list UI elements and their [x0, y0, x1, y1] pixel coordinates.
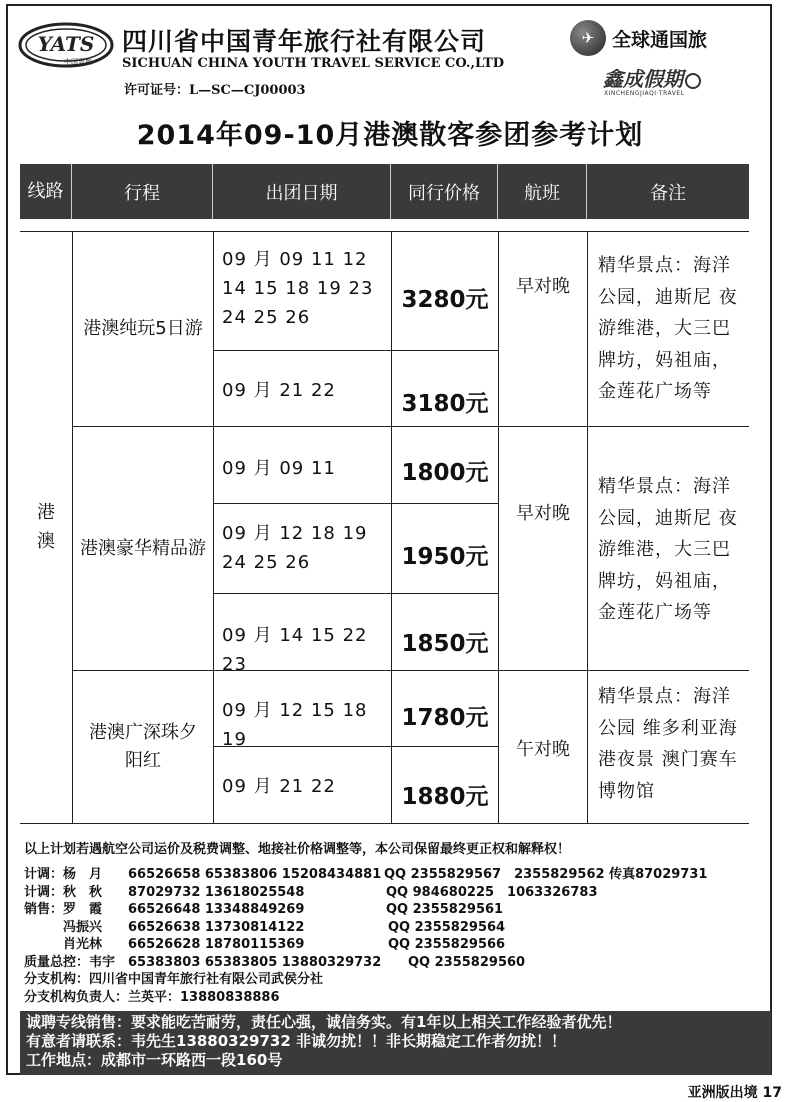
contact-label: 计调：秋 秋 — [24, 884, 103, 900]
price-cell — [391, 503, 499, 594]
header-note: 备注 — [650, 182, 686, 204]
note-cell — [587, 231, 749, 427]
note-text: 精华景点：海洋公园，迪斯尼 夜游维港，大三巴牌坊，妈祖庙，金莲花广场等 — [598, 476, 738, 623]
price-value: 1850元 — [401, 631, 489, 657]
table-header — [20, 164, 749, 219]
recruit-line: 有意者请联系：韦先生13880329732 非诚勿扰！！非长期稳定工作者勿扰！！ — [26, 1032, 567, 1050]
brand-xincheng-label: 鑫成假期 — [603, 67, 683, 91]
dates-cell — [213, 670, 392, 750]
plan-title: 2014年09-10月港澳散客参团参考计划 — [136, 120, 644, 151]
departure-dates: 09 月 12 18 19 24 25 26 — [222, 523, 368, 573]
page-footer: 亚洲版出境 17 — [687, 1085, 782, 1101]
flight-cell — [498, 426, 588, 671]
flight-label: 午对晚 — [516, 739, 570, 760]
brand-xincheng — [603, 63, 701, 92]
region-cell — [20, 231, 73, 824]
contact-label: 肖光林 — [24, 937, 103, 952]
company-logo — [18, 20, 114, 70]
route-name: 港澳豪华精品游 — [80, 537, 206, 559]
header-region: 线路 — [20, 164, 72, 219]
price-value: 3180元 — [401, 391, 489, 417]
price-cell — [391, 593, 499, 671]
header-dates: 出团日期 — [213, 164, 391, 219]
contact-qq: QQ 2355829560 — [408, 954, 526, 970]
price-value: 1780元 — [401, 705, 489, 731]
plane-icon: ✈ — [570, 20, 606, 56]
recruit-line: 工作地点：成都市一环路西一段160号 — [26, 1051, 283, 1069]
price-cell — [391, 231, 499, 351]
flight-label: 早对晚 — [516, 503, 570, 524]
recruit-line: 诚聘专线销售：要求能吃苦耐劳，责任心强，诚信务实。有1年以上相关工作经验者优先！ — [26, 1013, 622, 1031]
price-value: 1950元 — [401, 544, 489, 570]
departure-dates: 09 月 21 22 — [222, 776, 336, 797]
contact-qq: QQ 2355829564 — [388, 919, 506, 935]
branch-head: 分支机构负责人：兰英平：13880838886 — [24, 989, 280, 1005]
brand-xincheng-sub: XINCHENGJIAQI·TRAVEL — [604, 90, 685, 97]
price-cell — [391, 746, 499, 824]
contact-phones: 66526628 18780115369 — [128, 937, 305, 952]
contact-label: 冯振兴 — [24, 919, 103, 935]
departure-dates: 09 月 14 15 22 23 — [222, 625, 368, 675]
price-value: 3280元 — [401, 287, 489, 313]
contact-qq: QQ 984680225 1063326783 — [386, 884, 598, 900]
logo-sub: 中国青旅 — [64, 58, 92, 66]
price-value: 1800元 — [401, 460, 489, 486]
note-cell — [587, 426, 749, 671]
flight-cell — [498, 670, 588, 824]
header-flight: 航班 — [498, 164, 587, 219]
brand-global-label: 全球通国旅 — [612, 28, 708, 51]
brand-global — [570, 20, 707, 56]
flight-cell — [498, 231, 588, 427]
region-label: 港澳 — [37, 501, 55, 552]
contact-phones: 65383803 65383805 13880329732 — [128, 954, 382, 970]
route-cell — [72, 231, 214, 427]
contact-qq: QQ 2355829561 — [386, 902, 504, 917]
departure-dates: 09 月 12 15 18 19 — [222, 700, 368, 750]
header-route: 行程 — [72, 164, 213, 219]
route-name: 港澳广深珠夕阳红 — [89, 722, 197, 771]
dates-cell — [213, 426, 392, 504]
ring-icon — [685, 73, 701, 89]
disclaimer: 以上计划若遇航空公司运价及税费调整、地接社价格调整等，本公司保留最终更正权和解释权！ — [24, 842, 571, 857]
note-cell — [587, 670, 749, 824]
price-cell — [391, 350, 499, 427]
price-value: 1880元 — [401, 784, 489, 810]
contact-phones: 66526648 13348849269 — [128, 902, 305, 917]
company-name-en: SICHUAN CHINA YOUTH TRAVEL SERVICE CO.,LTD — [122, 56, 505, 71]
note-text: 精华景点：海洋公园 维多利亚海港夜景 澳门赛车博物馆 — [598, 686, 738, 802]
flight-label: 早对晚 — [516, 276, 570, 297]
license-number: 许可证号：L—SC—CJ00003 — [124, 83, 306, 98]
dates-cell — [213, 350, 392, 427]
contact-phones: 66526658 65383806 15208434881 — [128, 867, 382, 882]
branch: 分支机构：四川省中国青年旅行社有限公司武侯分社 — [24, 972, 324, 987]
logo-text: YATS — [37, 32, 95, 56]
contact-label: 销售：罗 霞 — [24, 902, 103, 917]
route-cell — [72, 426, 214, 671]
departure-dates: 09 月 21 22 — [222, 380, 336, 401]
dates-cell — [213, 503, 392, 594]
dates-cell — [213, 231, 392, 351]
route-name: 港澳纯玩5日游 — [83, 318, 203, 340]
dates-cell — [213, 746, 392, 824]
note-text: 精华景点：海洋公园，迪斯尼 夜游维港，大三巴牌坊，妈祖庙，金莲花广场等 — [598, 255, 738, 402]
route-cell — [72, 670, 214, 824]
contact-qq: QQ 2355829567 2355829562 传真87029731 — [384, 867, 708, 882]
contact-phones: 66526638 13730814122 — [128, 919, 305, 935]
price-cell — [391, 426, 499, 504]
recruitment-banner — [20, 1011, 771, 1075]
contact-phones: 87029732 13618025548 — [128, 884, 305, 900]
departure-dates: 09 月 09 11 — [222, 458, 336, 479]
price-cell — [391, 670, 499, 747]
departure-dates: 09 月 09 11 12 14 15 18 19 23 24 25 26 — [222, 249, 374, 328]
company-name-cn: 四川省中国青年旅行社有限公司 — [122, 27, 487, 56]
contact-qq: QQ 2355829566 — [388, 937, 506, 952]
dates-cell — [213, 593, 392, 675]
header-price: 同行价格 — [391, 164, 498, 219]
contact-label: 质量总控：韦宇 — [24, 954, 116, 970]
contact-label: 计调：杨 月 — [24, 867, 103, 882]
